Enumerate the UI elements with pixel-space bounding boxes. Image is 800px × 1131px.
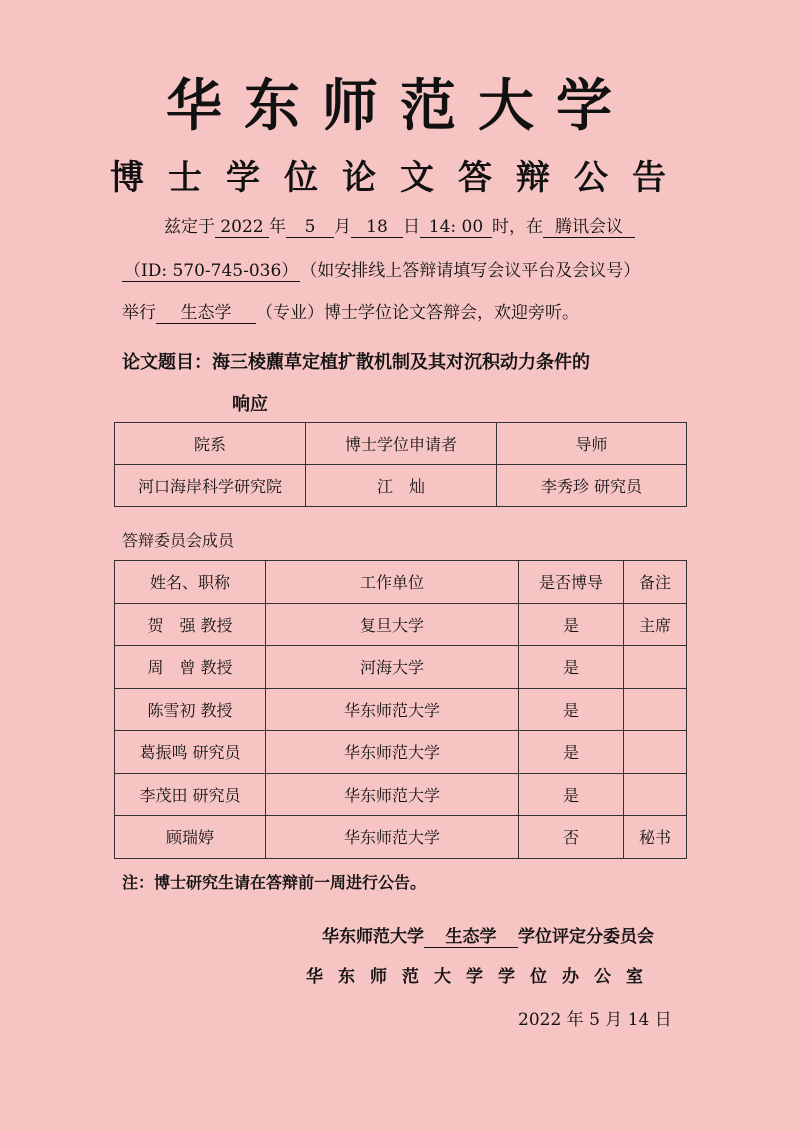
major-value: 生态学	[156, 298, 256, 324]
meeting-id: （ID: 570-745-036）	[122, 256, 300, 282]
member-supervisor: 是	[519, 603, 624, 646]
document-title: 博士学位论文答辩公告	[110, 158, 690, 198]
applicant-table	[114, 422, 687, 507]
committee-label: 答辩委员会成员	[122, 531, 235, 550]
table-header-row	[115, 561, 687, 604]
member-affiliation: 复旦大学	[266, 603, 519, 646]
member-affiliation: 华东师范大学	[266, 688, 519, 731]
department-cell: 河口海岸科学研究院	[115, 465, 306, 507]
table-row	[115, 603, 687, 646]
day-value: 18	[351, 217, 403, 238]
header-doctoral-supervisor: 是否博导	[519, 561, 624, 604]
table-row	[115, 688, 687, 731]
member-remark	[624, 646, 687, 689]
year-value: 2022	[215, 217, 269, 238]
month-value: 5	[286, 217, 334, 238]
member-affiliation: 华东师范大学	[266, 816, 519, 859]
member-name: 葛振鸣 研究员	[115, 731, 266, 774]
member-remark	[624, 773, 687, 816]
member-affiliation: 华东师范大学	[266, 773, 519, 816]
table-row	[115, 465, 687, 507]
member-affiliation: 华东师范大学	[266, 731, 519, 774]
member-name: 陈雪初 教授	[115, 688, 266, 731]
header-affiliation: 工作单位	[266, 561, 519, 604]
announcement-line-2	[122, 256, 640, 282]
header-name-title: 姓名、职称	[115, 561, 266, 604]
signature-date: 2022 年 5 月 14 日	[518, 1010, 672, 1030]
member-remark: 主席	[624, 603, 687, 646]
thesis-title-continued: 响应	[232, 394, 268, 415]
time-value: 14: 00	[420, 217, 492, 238]
committee-signature: 华东师范大学 生态学 学位评定分委员会	[322, 922, 654, 948]
table-row	[115, 731, 687, 774]
office-signature: 华东师范大学学位办公室	[306, 967, 658, 987]
table-row	[115, 646, 687, 689]
member-name: 顾瑞婷	[115, 816, 266, 859]
university-title: 华东师范大学	[166, 73, 634, 139]
header-supervisor: 导师	[497, 423, 687, 465]
venue-value: 腾讯会议	[543, 212, 635, 238]
member-supervisor: 否	[519, 816, 624, 859]
footnote: 注：博士研究生请在答辩前一周进行公告。	[122, 873, 427, 892]
table-row	[115, 773, 687, 816]
member-supervisor: 是	[519, 646, 624, 689]
member-affiliation: 河海大学	[266, 646, 519, 689]
header-department: 院系	[115, 423, 306, 465]
header-remarks: 备注	[624, 561, 687, 604]
member-remark	[624, 688, 687, 731]
member-supervisor: 是	[519, 731, 624, 774]
member-supervisor: 是	[519, 688, 624, 731]
announcement-line-1: 兹定于 2022 年 5 月 18 日 14: 00 时，在 腾讯会议	[164, 212, 635, 238]
announcement-line-3: 举行 生态学 （专业）博士学位论文答辩会，欢迎旁听。	[122, 298, 579, 324]
header-applicant: 博士学位申请者	[306, 423, 497, 465]
online-note: （如安排线上答辩请填写会议平台及会议号）	[300, 261, 641, 281]
member-name: 李茂田 研究员	[115, 773, 266, 816]
supervisor-cell: 李秀珍 研究员	[497, 465, 687, 507]
member-remark: 秘书	[624, 816, 687, 859]
member-name: 贺 强 教授	[115, 603, 266, 646]
thesis-title: 论文题目：海三棱藨草定植扩散机制及其对沉积动力条件的	[122, 352, 590, 373]
table-row	[115, 816, 687, 859]
committee-table	[114, 560, 687, 859]
member-remark	[624, 731, 687, 774]
applicant-cell: 江 灿	[306, 465, 497, 507]
member-name: 周 曾 教授	[115, 646, 266, 689]
table-header-row	[115, 423, 687, 465]
member-supervisor: 是	[519, 773, 624, 816]
